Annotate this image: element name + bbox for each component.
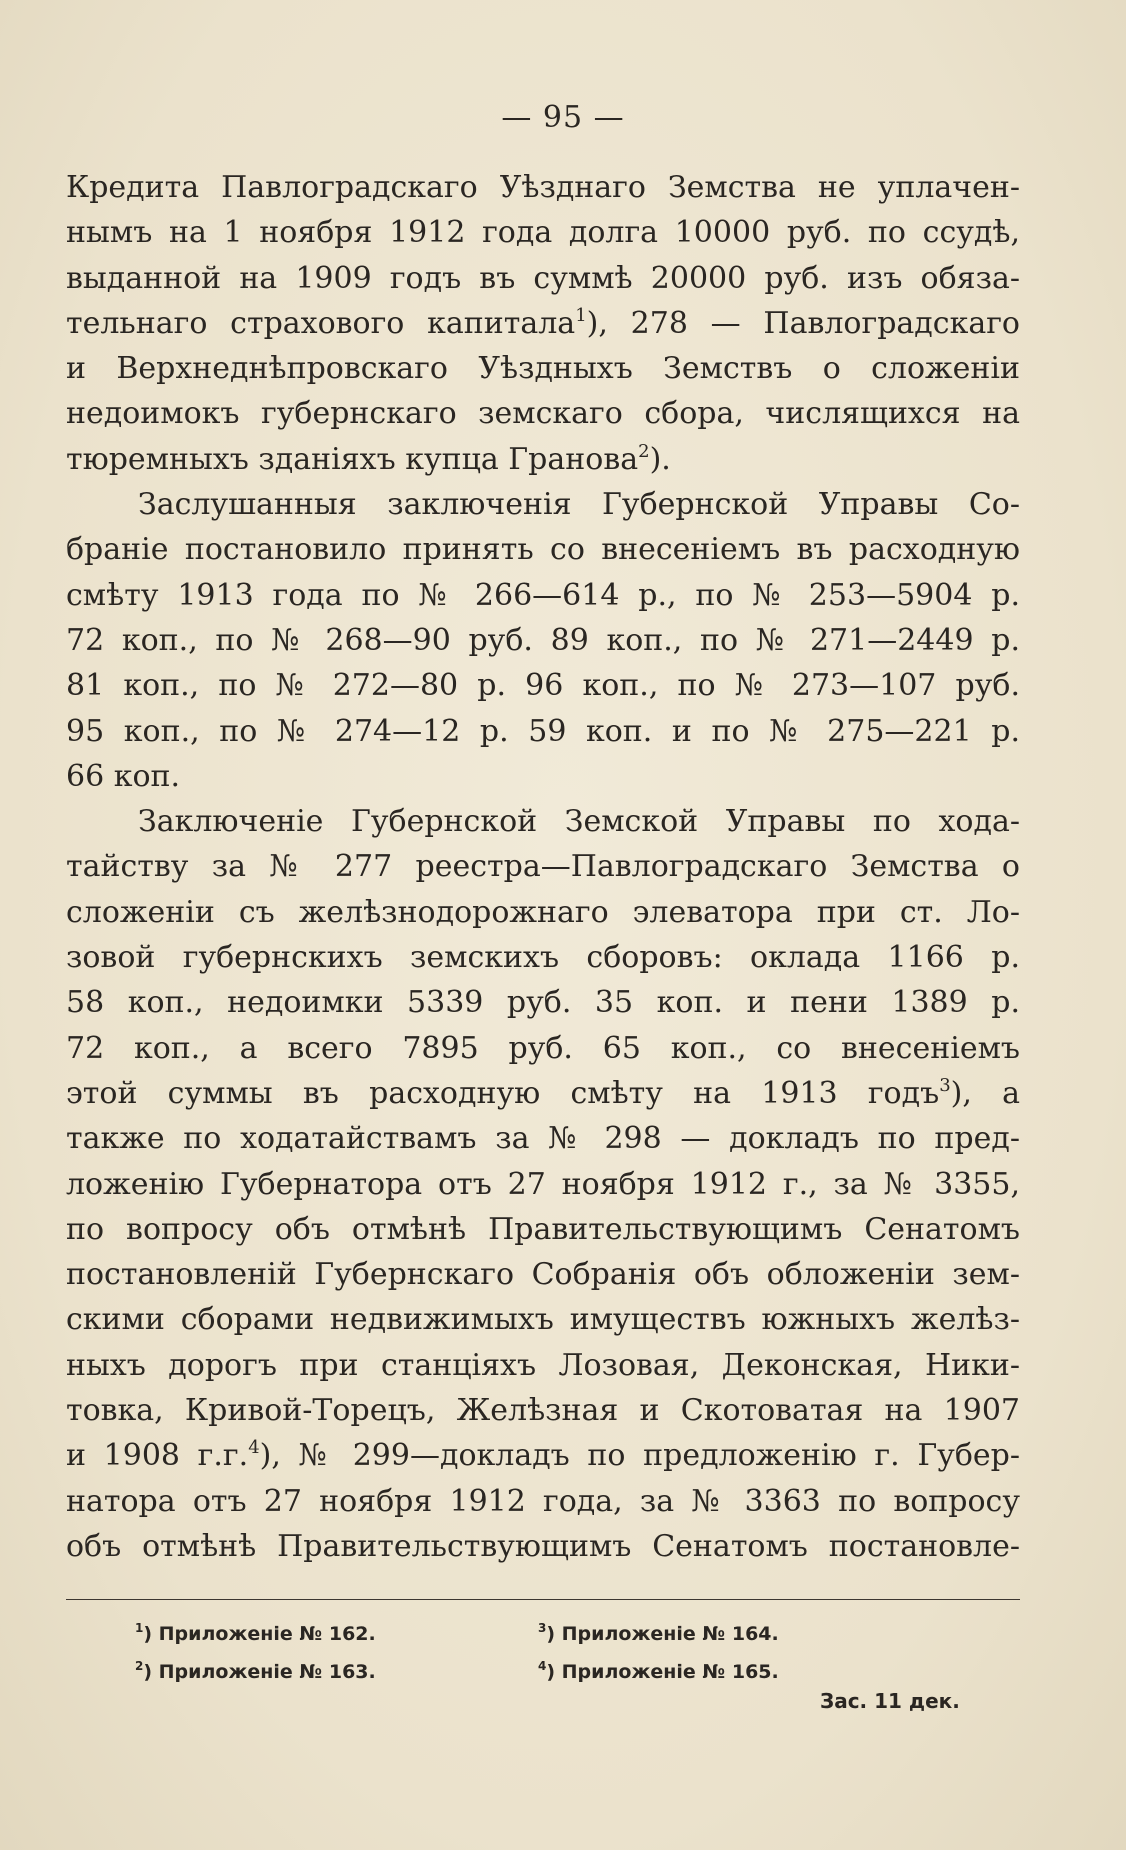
signature-marker: Зас. 11 дек.: [820, 1689, 960, 1713]
paragraph: [66, 165, 1020, 482]
paragraph: [66, 799, 1020, 1569]
text-line: скими сборами недвижимыхъ имуществъ южныхъ желѣз-: [66, 1302, 1020, 1338]
text-line: браніе постановило принять со внесеніемъ въ расходную: [66, 532, 1020, 568]
paragraph: [66, 482, 1020, 799]
text-line: этой суммы въ расходную смѣту на 1913 годъ$^3$), а: [66, 1074, 1020, 1111]
text-line: 58 коп., недоимки 5339 руб. 35 коп. и пени 1389 р.: [66, 985, 1020, 1021]
text-line: тельнаго страхового капитала$^1$), 278 — Павлоградскаго: [66, 304, 1020, 341]
text-line: товка, Кривой-Торецъ, Желѣзная и Скотоватая на 1907: [66, 1393, 1020, 1429]
footnote-item: $^1$) Приложеніе № 162.: [135, 1621, 376, 1645]
footnote-divider: [66, 1599, 1020, 1600]
text-line: Заключеніе Губернской Земской Управы по хода-: [138, 804, 1020, 840]
text-line: выданной на 1909 годъ въ суммѣ 20000 руб. изъ обяза-: [66, 260, 1020, 296]
footnote-item: $^3$) Приложеніе № 164.: [538, 1621, 779, 1645]
text-line: ложенію Губернатора отъ 27 ноября 1912 г., за № 3355,: [66, 1166, 1020, 1202]
text-line: 81 коп., по № 272—80 р. 96 коп., по № 273—107 руб.: [66, 668, 1020, 704]
text-line: объ отмѣнѣ Правительствующимъ Сенатомъ постановле-: [66, 1528, 1020, 1564]
footnote-item: $^2$) Приложеніе № 163.: [135, 1659, 376, 1683]
text-line: Заслушанныя заключенія Губернской Управы Со-: [138, 487, 1020, 523]
footnote-item: $^4$) Приложеніе № 165.: [538, 1659, 779, 1683]
footnote-ref: 2: [638, 440, 650, 462]
text-line: 72 коп., по № 268—90 руб. 89 коп., по № 271—2449 р.: [66, 622, 1020, 658]
footnote-ref: 4: [248, 1437, 260, 1459]
text-line: по вопросу объ отмѣнѣ Правительствующимъ Сенатомъ: [66, 1211, 1020, 1247]
text-line: тюремныхъ зданіяхъ купца Гранова$^2$).: [66, 440, 671, 477]
text-line: нымъ на 1 ноября 1912 года долга 10000 руб. по ссудѣ,: [66, 215, 1020, 251]
footnote-ref: 1: [575, 304, 587, 326]
text-line: сложеніи съ желѣзнодорожнаго элеватора при ст. Ло-: [66, 894, 1020, 930]
text-line: также по ходатайствамъ за № 298 — докладъ по пред-: [66, 1121, 1020, 1157]
text-line: и Верхнеднѣпровскаго Уѣздныхъ Земствъ о сложеніи: [66, 351, 1020, 387]
body-text: [66, 165, 1020, 1569]
text-line: зовой губернскихъ земскихъ сборовъ: оклада 1166 р.: [66, 940, 1020, 976]
text-line: недоимокъ губернскаго земскаго сбора, числящихся на: [66, 396, 1020, 432]
text-line: 95 коп., по № 274—12 р. 59 коп. и по № 275—221 р.: [66, 713, 1020, 749]
text-line: 66 коп.: [66, 758, 181, 794]
text-line: постановленій Губернскаго Собранія объ обложеніи зем-: [66, 1257, 1020, 1293]
text-line: смѣту 1913 года по № 266—614 р., по № 253—5904 р.: [66, 577, 1020, 613]
page-number: — 95 —: [501, 100, 625, 135]
text-line: 72 коп., а всего 7895 руб. 65 коп., со внесеніемъ: [66, 1030, 1020, 1066]
footnote-ref: 3: [939, 1074, 951, 1096]
text-line: натора отъ 27 ноября 1912 года, за № 3363 по вопросу: [66, 1483, 1020, 1519]
text-line: Кредита Павлоградскаго Уѣзднаго Земства не уплачен-: [66, 170, 1020, 205]
text-line: ныхъ дорогъ при станціяхъ Лозовая, Деконская, Ники-: [66, 1347, 1020, 1383]
text-line: тайству за № 277 реестра—Павлоградскаго Земства о: [66, 849, 1020, 885]
text-line: и 1908 г.г.$^4$), № 299—докладъ по предложенію г. Губер-: [66, 1437, 1020, 1474]
